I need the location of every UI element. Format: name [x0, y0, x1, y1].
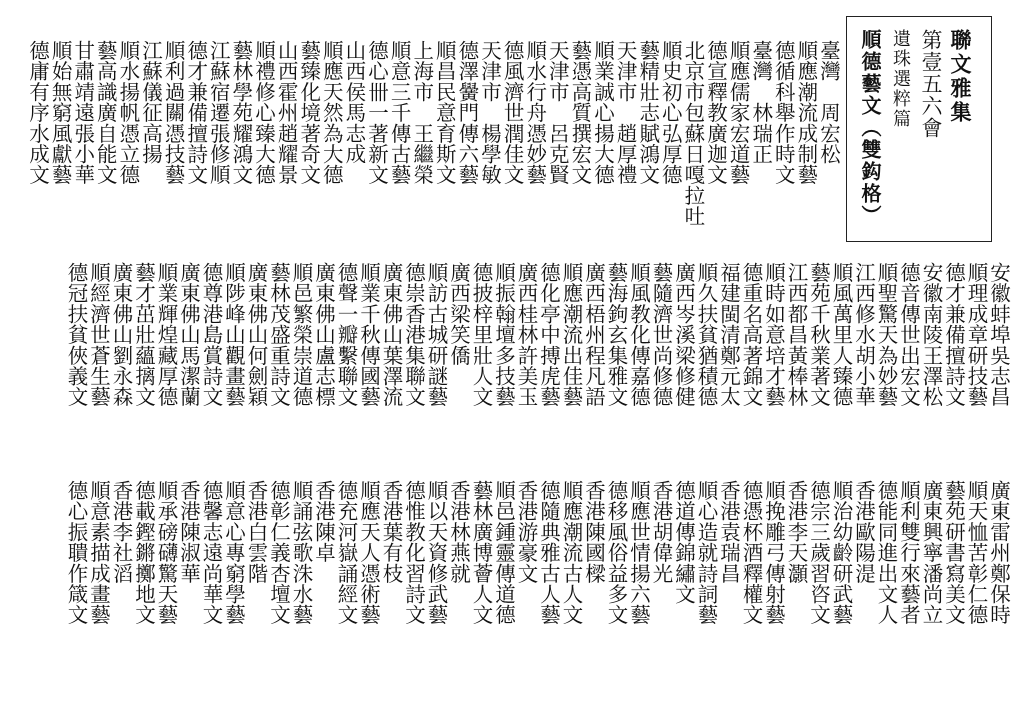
entry-column: 德重名高著錦文	[739, 262, 763, 407]
entry-column: 德尊港島賞詩文	[199, 262, 223, 407]
title-session: 第壹五六會	[919, 29, 943, 139]
entry-column: 順邑鍾靈傳道德	[491, 480, 516, 625]
entry-column: 廣西梁笑僑	[446, 262, 471, 366]
entry-column: 德心卌一著新文	[364, 40, 389, 185]
entry-column: 順以天資修武藝	[424, 480, 448, 625]
entry-column: 福建閩清鄭元太	[716, 262, 741, 407]
entry-column: 德才兼備擅詩文	[183, 40, 208, 185]
entry-column: 藝才茁壯蘊摛文	[131, 262, 156, 407]
entry-column: 德充河嶽誦經文	[334, 480, 358, 625]
entry-column: 順業誠心揚大德	[590, 40, 615, 185]
entry-column: 德化亭中搏虎藝	[536, 262, 561, 407]
entry-column: 順久扶貧猶積德	[694, 262, 718, 407]
entry-column: 順應世情揚六藝	[626, 480, 651, 625]
entry-column: 順應潮流成制藝	[793, 40, 818, 185]
entry-column: 順理成章研技藝	[964, 262, 988, 407]
entry-column: 德惟教化習詩文	[401, 480, 426, 625]
entry-column: 廣東佛山盧志標	[311, 262, 336, 407]
entry-column: 藝林廣博薈人文	[469, 480, 493, 625]
entry-column: 順應潮流出佳藝	[559, 262, 583, 407]
entry-column: 順業千秋傳國藝	[356, 262, 381, 407]
entry-column: 德崇香港集聯文	[401, 262, 426, 407]
entry-column: 順意素描成畫藝	[86, 480, 111, 625]
entry-column: 順治幼齡研武藝	[829, 480, 853, 625]
entry-column: 安徽蚌埠吳志昌	[986, 262, 1011, 407]
entry-column: 北京市包蘇日嘎拉吐	[680, 40, 705, 227]
title-box	[846, 16, 992, 242]
entry-column: 順風教化傳嘉德	[626, 262, 651, 407]
entry-column: 順聖驚天為妙藝	[874, 262, 898, 407]
entry-column: 香港李天灝	[784, 480, 808, 584]
entry-column: 順意心專窮學藝	[221, 480, 246, 625]
entry-column: 藝臻化境著奇文	[296, 40, 321, 185]
entry-column: 香港袁瑞昌	[716, 480, 741, 584]
entry-column: 藝苑研書寫美文	[941, 480, 966, 625]
entry-column: 廣東佛山何劍穎	[244, 262, 268, 407]
entry-column: 臺灣 周宏松	[816, 40, 841, 165]
entry-column: 臺灣 林瑞正	[748, 40, 773, 165]
entry-column: 江蘇宿遷張修順	[206, 40, 231, 185]
entry-column: 順意三千傳古藝	[387, 40, 412, 185]
title-theme: 順德藝文（雙鈎格）	[858, 29, 882, 227]
entry-column: 江蘇儀征高揚	[138, 40, 163, 165]
entry-column: 順史初心弘厚德	[658, 40, 683, 185]
entry-column: 順振翰壇多技藝	[491, 262, 516, 407]
entry-column: 德澤黌門傳六藝	[454, 40, 479, 185]
entry-column: 藝海鉤玄集雅文	[604, 262, 628, 407]
entry-column: 廣東興寧潘尚立	[919, 480, 943, 625]
entry-column: 德循科舉作時文	[771, 40, 796, 185]
entry-column: 廣西桂林許美玉	[514, 262, 538, 407]
entry-column: 山西侯馬志成	[341, 40, 366, 165]
entry-column: 香港林燕就	[446, 480, 471, 584]
entry-column: 德披梓里壯人文	[469, 262, 493, 407]
entry-column: 德宗三歲習咨文	[806, 480, 831, 625]
entry-column: 香港白雲階	[244, 480, 268, 584]
entry-column: 順天恤苦彰仁德	[964, 480, 988, 625]
entry-column: 順時如意培才藝	[761, 262, 786, 407]
entry-column: 德載鏗鏘擲地文	[131, 480, 156, 625]
entry-column: 順水行舟憑妙藝	[522, 40, 547, 185]
entry-column: 上海市 王繼榮	[409, 40, 434, 185]
entry-column: 香港葉有枝	[379, 480, 403, 584]
entry-column: 德宣釋教廣迦文	[703, 40, 728, 185]
entry-column: 藝精壯志賦鴻文	[635, 40, 660, 185]
entry-column: 順應儒家宏道藝	[726, 40, 751, 185]
entry-column: 廣東佛山葉澤流	[379, 262, 403, 407]
entry-column: 香港陳卓	[311, 480, 336, 563]
entry-column: 藝高識廣自能文	[93, 40, 118, 185]
entry-column: 天津市 楊學敏	[477, 40, 502, 185]
entry-column: 江西修水胡小華	[851, 262, 876, 407]
entry-column: 安徽南陵王澤松	[919, 262, 943, 407]
entry-column: 江西都昌黃棒林	[784, 262, 808, 407]
entry-column: 順承磅礴驚天藝	[154, 480, 178, 625]
entry-column: 順利過關憑技藝	[161, 40, 186, 185]
entry-column: 順邑繁榮崇道德	[289, 262, 313, 407]
entry-column: 德能同進出文人	[874, 480, 898, 625]
entry-column: 順誦弦歌洙水藝	[289, 480, 313, 625]
entry-column: 香港胡偉光	[649, 480, 673, 584]
entry-column: 順訪古城研謎藝	[424, 262, 448, 407]
entry-column: 順昌民意育斯文	[432, 40, 457, 185]
entry-column: 廣西岑溪梁修健	[671, 262, 696, 407]
entry-column: 德心振聵作箴文	[64, 480, 88, 625]
entry-column: 山西霍州趙耀景	[274, 40, 299, 185]
entry-column: 順陟峰山觀畫藝	[221, 262, 246, 407]
entry-column: 香港陳國樑	[581, 480, 606, 584]
entry-column: 德聲一瓣繫聯文	[334, 262, 358, 407]
entry-column: 德憑杯酒釋權文	[739, 480, 763, 625]
entry-column: 藝林學苑耀鴻文	[228, 40, 253, 185]
entry-column: 順應天人憑術藝	[356, 480, 381, 625]
entry-column: 德移風俗益多文	[604, 480, 628, 625]
title-main: 聯文雅集	[948, 29, 973, 125]
entry-column: 順心造就詩詞藝	[694, 480, 718, 625]
entry-column: 藝苑千秋業著文	[806, 262, 831, 407]
entry-column: 德風濟世潤佳文	[500, 40, 525, 185]
entry-column: 香港游豪文	[514, 480, 538, 584]
entry-column: 順始無窮風獻藝	[48, 40, 73, 185]
entry-column: 德隨典雅古人藝	[536, 480, 561, 625]
entry-column: 藝憑高質撰宏文	[567, 40, 592, 185]
entry-column: 藝隨濟世尚修德	[649, 262, 673, 407]
entry-column: 順應天然為大德	[319, 40, 344, 185]
entry-column: 德冠扶貧俠義文	[64, 262, 88, 407]
entry-column: 順水揚帆憑立德	[115, 40, 140, 185]
entry-column: 順風萬里人臻德	[829, 262, 853, 407]
entry-column: 德音傳世出宏文	[896, 262, 921, 407]
entry-column: 天津市 趙厚禮	[613, 40, 638, 185]
entry-column: 香港歐陽湜	[851, 480, 876, 584]
entry-column: 德道傳錦繡文	[671, 480, 696, 605]
entry-column: 順挽雕弓傳射藝	[761, 480, 786, 625]
entry-column: 廣東佛山馬潔蘭	[176, 262, 201, 407]
entry-column: 甘肅靖遠張小華	[70, 40, 95, 185]
entry-column: 天津市 呂克賢	[545, 40, 570, 185]
entry-column: 香港陳淑華	[176, 480, 201, 584]
entry-column: 順利雙行來藝者	[896, 480, 921, 625]
entry-column: 廣東佛山劉永森	[109, 262, 133, 407]
entry-column: 廣西梧州程凡語	[581, 262, 606, 407]
entry-column: 香港李社滔	[109, 480, 133, 584]
title-subtitle: 遺珠選粹篇	[890, 29, 911, 129]
entry-column: 藝林茂盛重詩文	[266, 262, 291, 407]
entry-column: 順經濟世蒼生藝	[86, 262, 111, 407]
entry-column: 德馨志遠尚華文	[199, 480, 223, 625]
entry-column: 廣東雷州鄭保時	[986, 480, 1011, 625]
entry-column: 順業輝煌藏厚德	[154, 262, 178, 407]
entry-column: 德庸有序水成文	[25, 40, 50, 185]
entry-column: 德才兼備擅詩文	[941, 262, 966, 407]
entry-column: 順禮修心臻大德	[251, 40, 276, 185]
entry-column: 德彰仁義杏壇文	[266, 480, 291, 625]
entry-column: 順應潮流古人文	[559, 480, 583, 625]
